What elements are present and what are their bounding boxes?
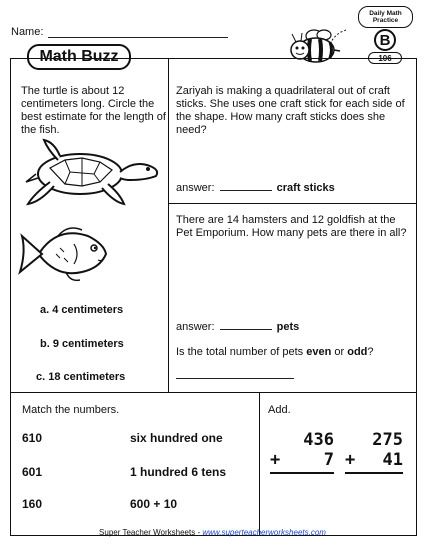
badge-line-1: Daily Math bbox=[369, 10, 402, 17]
badge-number: 106 bbox=[368, 52, 402, 64]
answer-unit: pets bbox=[276, 321, 300, 333]
addition-problem-2 bbox=[345, 430, 403, 474]
question-1-text: The turtle is about 12 centimeters long. Circle the best estimate for the length of the fish. bbox=[21, 85, 166, 136]
daily-practice-badge bbox=[354, 4, 417, 65]
sum-line bbox=[345, 472, 403, 474]
answer-label: answer: bbox=[176, 321, 215, 333]
answer-row bbox=[176, 182, 335, 195]
q4-odd: odd bbox=[347, 346, 368, 358]
addition-problem-1 bbox=[270, 430, 334, 474]
addend-bottom: 41 bbox=[382, 450, 403, 470]
plus-sign: + bbox=[345, 450, 356, 470]
question-2-text: Zariyah is making a quadrilateral out of craft sticks. She uses one craft stick for each side of the shape. How many craft sticks does she need? bbox=[176, 85, 405, 136]
question-3-text: There are 14 hamsters and 12 goldfish at the Pet Emporium. How many pets are there in all? bbox=[176, 214, 407, 239]
divider bbox=[10, 392, 417, 393]
addend-top: 275 bbox=[372, 430, 403, 450]
q4-or: or bbox=[331, 346, 348, 358]
divider bbox=[259, 392, 260, 536]
badge-letter: B bbox=[374, 29, 396, 51]
sum-line bbox=[270, 472, 334, 474]
footer bbox=[0, 528, 425, 537]
addend-bottom: 7 bbox=[323, 450, 334, 470]
answer-blank[interactable] bbox=[220, 321, 272, 330]
q4-prefix: Is the total number of pets bbox=[176, 346, 307, 358]
choice-a[interactable]: a. 4 centimeters bbox=[40, 304, 124, 316]
answer-unit: craft sticks bbox=[276, 182, 335, 194]
answer-blank[interactable] bbox=[176, 378, 294, 379]
divider bbox=[168, 58, 169, 392]
add-title: Add. bbox=[268, 404, 291, 416]
match-word[interactable]: six hundred one bbox=[130, 431, 223, 445]
plus-sign: + bbox=[270, 450, 281, 470]
addend-top: 436 bbox=[303, 430, 334, 450]
name-label: Name: bbox=[11, 26, 44, 38]
answer-blank[interactable] bbox=[220, 182, 272, 191]
footer-text: Super Teacher Worksheets - bbox=[99, 528, 203, 537]
q4-suffix: ? bbox=[367, 346, 374, 358]
q4-even: even bbox=[306, 346, 332, 358]
match-number[interactable]: 160 bbox=[22, 497, 43, 511]
worksheet-title: Math Buzz bbox=[27, 44, 131, 70]
answer-label: answer: bbox=[176, 182, 215, 194]
choice-c[interactable]: c. 18 centimeters bbox=[36, 371, 126, 383]
match-title: Match the numbers. bbox=[22, 404, 120, 416]
fish-icon bbox=[18, 222, 113, 284]
badge-label bbox=[358, 6, 413, 28]
choice-b[interactable]: b. 9 centimeters bbox=[40, 338, 124, 350]
turtle-icon bbox=[20, 138, 165, 210]
answer-row bbox=[176, 321, 299, 334]
match-number[interactable]: 601 bbox=[22, 465, 43, 479]
divider bbox=[168, 203, 417, 204]
match-number[interactable]: 610 bbox=[22, 431, 43, 445]
question-4-text bbox=[176, 346, 374, 359]
match-word[interactable]: 600 + 10 bbox=[130, 497, 178, 511]
badge-line-2: Practice bbox=[372, 17, 399, 24]
match-word[interactable]: 1 hundred 6 tens bbox=[130, 465, 227, 479]
addend-bottom-row bbox=[270, 450, 334, 470]
addend-bottom-row bbox=[345, 450, 403, 470]
footer-link[interactable]: www.superteacherworksheets.com bbox=[202, 528, 326, 537]
name-line bbox=[48, 37, 228, 38]
